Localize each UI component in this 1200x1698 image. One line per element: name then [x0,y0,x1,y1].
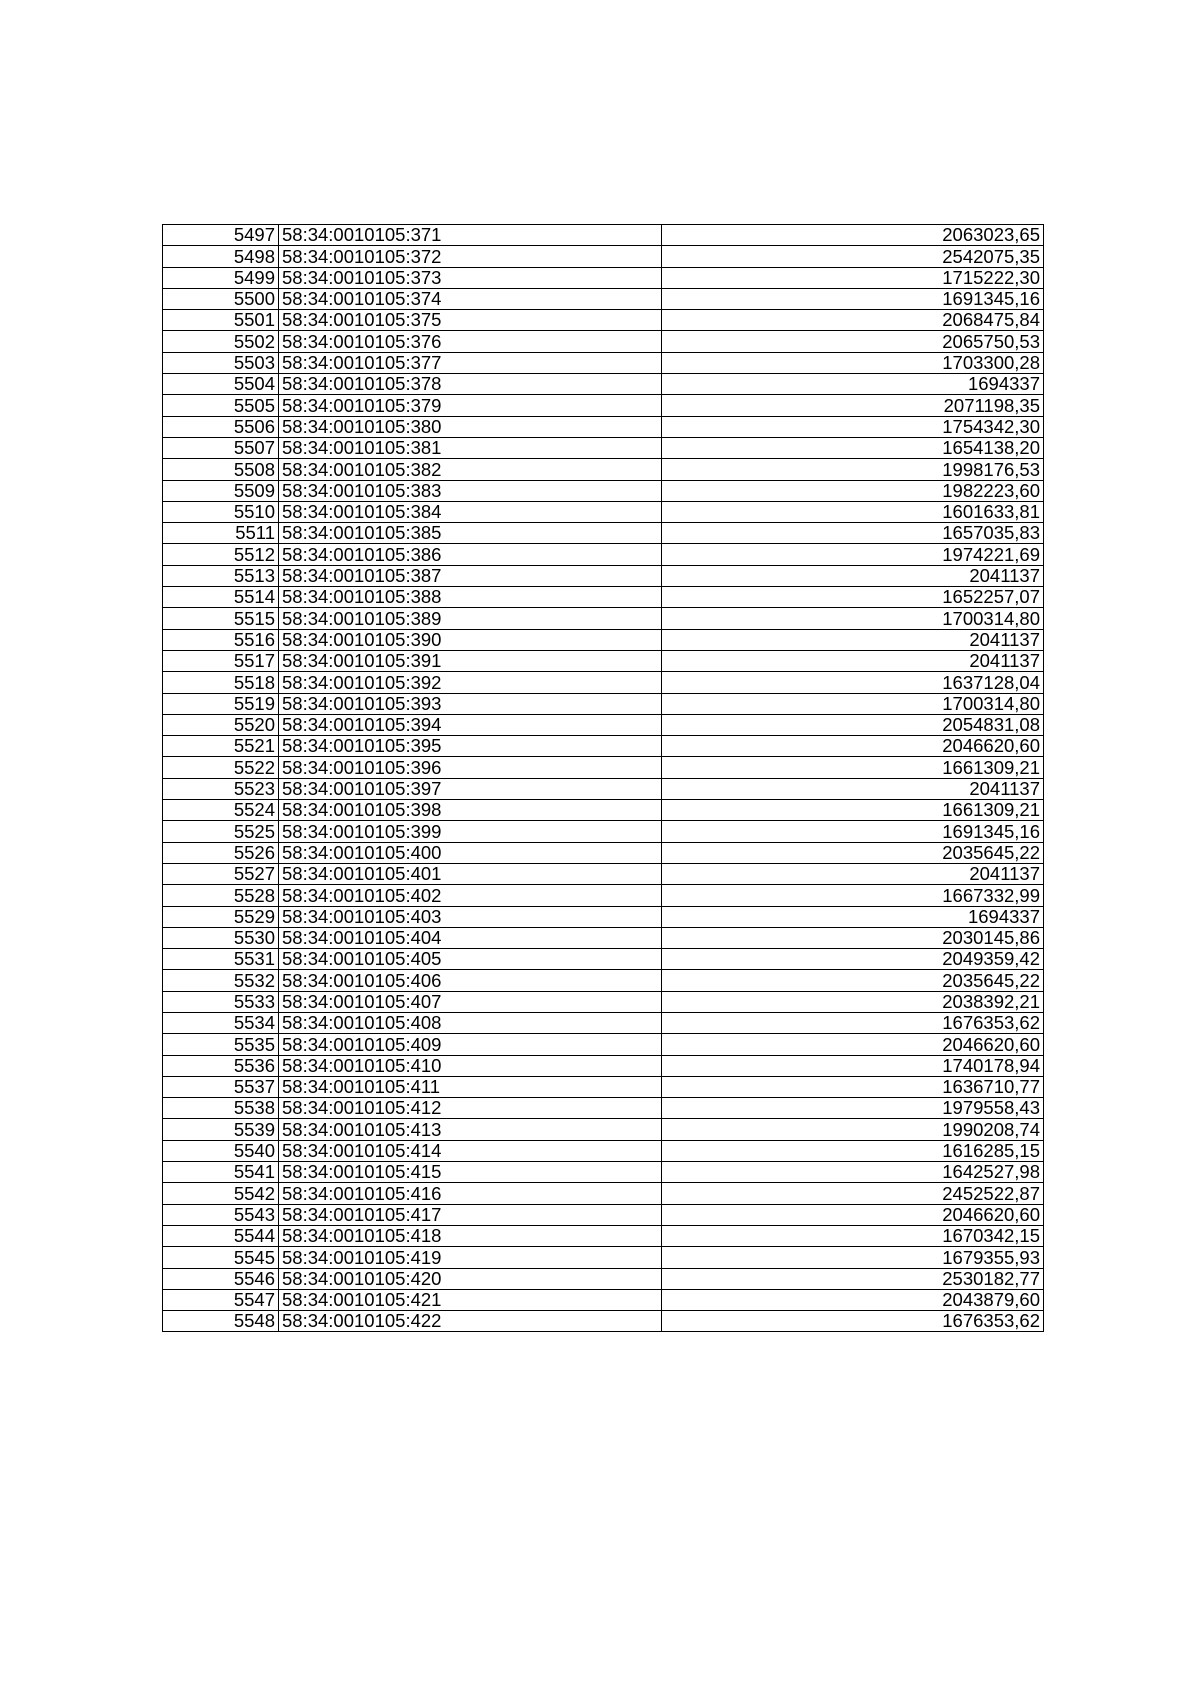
table-row [163,1034,1044,1055]
table-row [163,331,1044,352]
row-number-cell: 5510 [163,501,279,522]
row-number-cell: 5497 [163,225,279,246]
table-row [163,757,1044,778]
table-row [163,1012,1044,1033]
row-number-cell: 5500 [163,288,279,309]
cadastral-number-cell: 58:34:0010105:400 [279,842,662,863]
cadastral-number-cell: 58:34:0010105:389 [279,608,662,629]
cadastral-number-cell: 58:34:0010105:402 [279,885,662,906]
table-row [163,1119,1044,1140]
row-number-cell: 5534 [163,1012,279,1033]
cadastral-number-cell: 58:34:0010105:374 [279,288,662,309]
cadastral-value-cell: 2063023,65 [662,225,1044,246]
row-number-cell: 5517 [163,650,279,671]
table-row [163,523,1044,544]
cadastral-value-cell: 1616285,15 [662,1140,1044,1161]
cadastral-value-table [162,224,1044,1332]
row-number-cell: 5539 [163,1119,279,1140]
cadastral-number-cell: 58:34:0010105:397 [279,778,662,799]
row-number-cell: 5545 [163,1247,279,1268]
table-row [163,437,1044,458]
table-row [163,1055,1044,1076]
row-number-cell: 5519 [163,693,279,714]
cadastral-value-cell: 2452522,87 [662,1183,1044,1204]
cadastral-number-cell: 58:34:0010105:421 [279,1289,662,1310]
table-row [163,1225,1044,1246]
table-row [163,1268,1044,1289]
row-number-cell: 5535 [163,1034,279,1055]
row-number-cell: 5533 [163,991,279,1012]
cadastral-value-cell: 1990208,74 [662,1119,1044,1140]
cadastral-value-cell: 1676353,62 [662,1311,1044,1332]
table-row [163,863,1044,884]
cadastral-number-cell: 58:34:0010105:409 [279,1034,662,1055]
table-row [163,1140,1044,1161]
table-row [163,1162,1044,1183]
cadastral-value-cell: 1679355,93 [662,1247,1044,1268]
cadastral-number-cell: 58:34:0010105:415 [279,1162,662,1183]
row-number-cell: 5532 [163,970,279,991]
cadastral-number-cell: 58:34:0010105:386 [279,544,662,565]
row-number-cell: 5541 [163,1162,279,1183]
cadastral-value-cell: 2041137 [662,778,1044,799]
cadastral-value-cell: 1703300,28 [662,352,1044,373]
table-row [163,501,1044,522]
cadastral-value-cell: 2046620,60 [662,1034,1044,1055]
cadastral-number-cell: 58:34:0010105:394 [279,714,662,735]
row-number-cell: 5498 [163,246,279,267]
cadastral-number-cell: 58:34:0010105:406 [279,970,662,991]
row-number-cell: 5511 [163,523,279,544]
cadastral-number-cell: 58:34:0010105:416 [279,1183,662,1204]
cadastral-number-cell: 58:34:0010105:404 [279,927,662,948]
cadastral-value-cell: 1694337 [662,374,1044,395]
cadastral-value-cell: 1661309,21 [662,800,1044,821]
table-row [163,842,1044,863]
table-row [163,587,1044,608]
row-number-cell: 5521 [163,736,279,757]
table-row [163,1076,1044,1097]
row-number-cell: 5546 [163,1268,279,1289]
cadastral-number-cell: 58:34:0010105:378 [279,374,662,395]
table-row [163,885,1044,906]
cadastral-value-cell: 2049359,42 [662,949,1044,970]
table-row [163,800,1044,821]
cadastral-value-cell: 1667332,99 [662,885,1044,906]
row-number-cell: 5530 [163,927,279,948]
cadastral-number-cell: 58:34:0010105:376 [279,331,662,352]
cadastral-value-cell: 1670342,15 [662,1225,1044,1246]
cadastral-value-cell: 1661309,21 [662,757,1044,778]
table-row [163,693,1044,714]
row-number-cell: 5503 [163,352,279,373]
table-row [163,565,1044,586]
cadastral-value-cell: 2038392,21 [662,991,1044,1012]
cadastral-value-cell: 1642527,98 [662,1162,1044,1183]
table-row [163,629,1044,650]
row-number-cell: 5540 [163,1140,279,1161]
table-row [163,1311,1044,1332]
cadastral-value-cell: 2035645,22 [662,842,1044,863]
cadastral-number-cell: 58:34:0010105:392 [279,672,662,693]
row-number-cell: 5527 [163,863,279,884]
cadastral-value-cell: 2065750,53 [662,331,1044,352]
row-number-cell: 5531 [163,949,279,970]
table-row [163,1183,1044,1204]
table-row [163,246,1044,267]
cadastral-number-cell: 58:34:0010105:372 [279,246,662,267]
row-number-cell: 5547 [163,1289,279,1310]
table-row [163,310,1044,331]
cadastral-number-cell: 58:34:0010105:382 [279,459,662,480]
table-body [163,225,1044,1332]
table-row [163,906,1044,927]
table-row [163,225,1044,246]
cadastral-value-cell: 1982223,60 [662,480,1044,501]
table-row [163,395,1044,416]
table-row [163,778,1044,799]
row-number-cell: 5529 [163,906,279,927]
cadastral-value-cell: 1636710,77 [662,1076,1044,1097]
cadastral-number-cell: 58:34:0010105:398 [279,800,662,821]
cadastral-number-cell: 58:34:0010105:383 [279,480,662,501]
row-number-cell: 5501 [163,310,279,331]
row-number-cell: 5509 [163,480,279,501]
cadastral-number-cell: 58:34:0010105:420 [279,1268,662,1289]
cadastral-value-cell: 1694337 [662,906,1044,927]
row-number-cell: 5502 [163,331,279,352]
table-row [163,736,1044,757]
table-row [163,1289,1044,1310]
table-row [163,374,1044,395]
cadastral-value-cell: 1657035,83 [662,523,1044,544]
cadastral-value-cell: 2041137 [662,565,1044,586]
cadastral-number-cell: 58:34:0010105:384 [279,501,662,522]
cadastral-value-cell: 1715222,30 [662,267,1044,288]
cadastral-number-cell: 58:34:0010105:410 [279,1055,662,1076]
cadastral-value-cell: 2071198,35 [662,395,1044,416]
table-row [163,970,1044,991]
cadastral-value-cell: 2041137 [662,650,1044,671]
row-number-cell: 5513 [163,565,279,586]
cadastral-value-cell: 2054831,08 [662,714,1044,735]
cadastral-value-cell: 2542075,35 [662,246,1044,267]
table-row [163,608,1044,629]
table-row [163,1247,1044,1268]
cadastral-value-cell: 2041137 [662,863,1044,884]
row-number-cell: 5499 [163,267,279,288]
cadastral-number-cell: 58:34:0010105:403 [279,906,662,927]
row-number-cell: 5520 [163,714,279,735]
row-number-cell: 5526 [163,842,279,863]
cadastral-number-cell: 58:34:0010105:379 [279,395,662,416]
row-number-cell: 5523 [163,778,279,799]
row-number-cell: 5528 [163,885,279,906]
cadastral-number-cell: 58:34:0010105:407 [279,991,662,1012]
cadastral-value-cell: 1754342,30 [662,416,1044,437]
cadastral-number-cell: 58:34:0010105:393 [279,693,662,714]
cadastral-value-cell: 1691345,16 [662,821,1044,842]
cadastral-value-cell: 2041137 [662,629,1044,650]
cadastral-number-cell: 58:34:0010105:417 [279,1204,662,1225]
table-row [163,672,1044,693]
cadastral-number-cell: 58:34:0010105:418 [279,1225,662,1246]
row-number-cell: 5514 [163,587,279,608]
cadastral-value-cell: 1652257,07 [662,587,1044,608]
table-row [163,1204,1044,1225]
table-row [163,821,1044,842]
cadastral-value-cell: 1637128,04 [662,672,1044,693]
cadastral-number-cell: 58:34:0010105:381 [279,437,662,458]
row-number-cell: 5515 [163,608,279,629]
cadastral-value-cell: 1700314,80 [662,693,1044,714]
cadastral-number-cell: 58:34:0010105:412 [279,1098,662,1119]
cadastral-number-cell: 58:34:0010105:377 [279,352,662,373]
table-row [163,1098,1044,1119]
cadastral-number-cell: 58:34:0010105:413 [279,1119,662,1140]
row-number-cell: 5522 [163,757,279,778]
table-row [163,288,1044,309]
cadastral-number-cell: 58:34:0010105:401 [279,863,662,884]
cadastral-number-cell: 58:34:0010105:395 [279,736,662,757]
row-number-cell: 5508 [163,459,279,480]
row-number-cell: 5542 [163,1183,279,1204]
cadastral-value-cell: 1998176,53 [662,459,1044,480]
cadastral-number-cell: 58:34:0010105:422 [279,1311,662,1332]
row-number-cell: 5544 [163,1225,279,1246]
row-number-cell: 5505 [163,395,279,416]
cadastral-value-cell: 1691345,16 [662,288,1044,309]
cadastral-number-cell: 58:34:0010105:411 [279,1076,662,1097]
cadastral-number-cell: 58:34:0010105:408 [279,1012,662,1033]
row-number-cell: 5548 [163,1311,279,1332]
cadastral-number-cell: 58:34:0010105:387 [279,565,662,586]
cadastral-value-cell: 1979558,43 [662,1098,1044,1119]
cadastral-number-cell: 58:34:0010105:405 [279,949,662,970]
cadastral-value-cell: 2043879,60 [662,1289,1044,1310]
table-row [163,459,1044,480]
cadastral-value-cell: 1700314,80 [662,608,1044,629]
row-number-cell: 5516 [163,629,279,650]
row-number-cell: 5537 [163,1076,279,1097]
row-number-cell: 5524 [163,800,279,821]
table-row [163,267,1044,288]
cadastral-value-cell: 1740178,94 [662,1055,1044,1076]
table-row [163,991,1044,1012]
row-number-cell: 5543 [163,1204,279,1225]
table-row [163,480,1044,501]
table-row [163,927,1044,948]
cadastral-value-cell: 1654138,20 [662,437,1044,458]
table-row [163,714,1044,735]
table-row [163,650,1044,671]
cadastral-number-cell: 58:34:0010105:390 [279,629,662,650]
cadastral-value-cell: 2046620,60 [662,736,1044,757]
cadastral-number-cell: 58:34:0010105:391 [279,650,662,671]
table-row [163,949,1044,970]
row-number-cell: 5538 [163,1098,279,1119]
row-number-cell: 5525 [163,821,279,842]
cadastral-value-cell: 2046620,60 [662,1204,1044,1225]
cadastral-value-cell: 1601633,81 [662,501,1044,522]
row-number-cell: 5518 [163,672,279,693]
table-row [163,416,1044,437]
row-number-cell: 5504 [163,374,279,395]
cadastral-value-cell: 2035645,22 [662,970,1044,991]
table-row [163,544,1044,565]
cadastral-value-cell: 2530182,77 [662,1268,1044,1289]
table-row [163,352,1044,373]
cadastral-number-cell: 58:34:0010105:371 [279,225,662,246]
cadastral-value-cell: 2030145,86 [662,927,1044,948]
row-number-cell: 5507 [163,437,279,458]
cadastral-value-cell: 1676353,62 [662,1012,1044,1033]
cadastral-number-cell: 58:34:0010105:419 [279,1247,662,1268]
row-number-cell: 5536 [163,1055,279,1076]
cadastral-number-cell: 58:34:0010105:388 [279,587,662,608]
cadastral-value-cell: 1974221,69 [662,544,1044,565]
cadastral-number-cell: 58:34:0010105:373 [279,267,662,288]
row-number-cell: 5506 [163,416,279,437]
cadastral-number-cell: 58:34:0010105:399 [279,821,662,842]
cadastral-number-cell: 58:34:0010105:385 [279,523,662,544]
cadastral-number-cell: 58:34:0010105:375 [279,310,662,331]
row-number-cell: 5512 [163,544,279,565]
cadastral-value-cell: 2068475,84 [662,310,1044,331]
cadastral-number-cell: 58:34:0010105:380 [279,416,662,437]
cadastral-number-cell: 58:34:0010105:414 [279,1140,662,1161]
cadastral-number-cell: 58:34:0010105:396 [279,757,662,778]
